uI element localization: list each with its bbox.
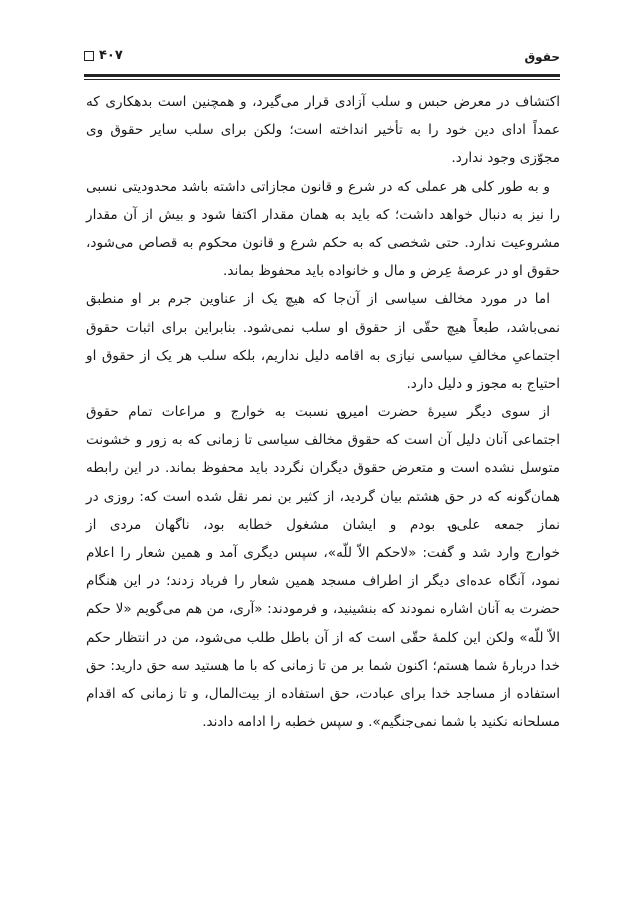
header-rule-thin xyxy=(84,79,560,80)
body-text xyxy=(86,88,560,736)
text-line: خوارج وارد شد و گفت: «لاحکم الاّ للّه»، سپس دیگری آمد و همین شعار را اعلام xyxy=(86,545,560,561)
text-line: احتیاج به مجوز و دلیل دارد. xyxy=(406,375,560,392)
text-line: از سوی دیگر سیرهٔ حضرت امیر؈ نسبت به خوارج و مراعات تمام حقوق xyxy=(86,404,550,421)
text-line: خدا دربارهٔ شما هستم؛ اکنون شما بر من تا زمانی که با ما هستید سه حق دارید: حق xyxy=(86,657,560,674)
square-icon xyxy=(84,51,94,61)
text-line: نماز جمعه علی؈ بودم و ایشان مشغول خطابه بود، ناگهان مردی از xyxy=(86,516,560,533)
text-line: نمی‌باشد، طبعاً هیچ حقّی از حقوق او سلب نمی‌شود. بنابراین برای اثبات حقوق xyxy=(86,319,560,336)
text-line: متوسل نشده است و متعرض حقوق دیگران نگردد باید محفوظ بماند. در این رابطه xyxy=(86,460,560,477)
text-line: مجوّزی وجود ندارد. xyxy=(451,150,560,167)
header-rule-thick xyxy=(84,74,560,77)
text-line: استفاده از مساجد خدا برای عبادت، حق استفاده از بیت‌المال، و تا زمانی که اقدام xyxy=(86,685,560,702)
text-line: نمود، آنگاه عده‌ای دیگر از اطراف مسجد همین شعار را فریاد زدند؛ در این هنگام xyxy=(86,573,560,590)
running-title: حقوق xyxy=(524,50,560,64)
text-line: مسلحانه نکنید با شما نمی‌جنگیم». و سپس خطبه را ادامه دادند. xyxy=(202,714,560,731)
text-line: را نیز به دنبال خواهد داشت؛ که باید به همان مقدار اکتفا شود و بیش از آن مقدار xyxy=(86,206,560,223)
text-line: اما در مورد مخالف سیاسی از آن‌جا که هیچ یک از عناوین جرم بر او منطبق xyxy=(86,291,550,308)
text-line: اجتماعی آنان دلیل آن است که حقوق مخالف سیاسی تا زمانی که به زور و خشونت xyxy=(86,432,560,449)
text-line: و به طور کلی هر عملی که در شرع و قانون مجازاتی داشته باشد محدودیتی نسبی xyxy=(86,178,550,195)
text-line: مشروعیت ندارد. حتی شخصی که به حکم شرع و قانون محکوم به قصاص می‌شود، xyxy=(86,234,560,251)
page-number-text: ۴۰۷ xyxy=(99,48,123,63)
text-line: همان‌گونه که در حق هشتم بیان گردید، از کثیر بن نمر نقل شده است که: روزی در xyxy=(86,488,560,505)
text-line: اجتماعیِ مخالفِ سیاسی نیازی به اقامه دلیل نداریم، بلکه سلب هر یک از حقوق او xyxy=(86,347,560,364)
text-line: عمداً ادای دین خود را به تأخیر انداخته است؛ ولکن برای سلب سایر حقوق وی xyxy=(86,122,560,139)
page-number xyxy=(84,48,123,63)
text-line: الاّ للّه» ولکن این کلمهٔ حقّی است که از آن باطل طلب می‌شود، من در انتظار حکم xyxy=(86,629,560,646)
text-line: اکتشاف در معرض حبس و سلب آزادی قرار می‌گیرد، و همچنین است بدهکاری که xyxy=(86,94,560,110)
text-line: حقوق او در عرصهٔ عِرض و مال و خانواده باید محفوظ بماند. xyxy=(223,263,560,280)
page-header xyxy=(84,48,560,70)
text-line: حضرت به آنان اشاره نمودند که بنشینید، و فرمودند: «آری، من هم می‌گویم «لا حکم xyxy=(86,601,560,618)
